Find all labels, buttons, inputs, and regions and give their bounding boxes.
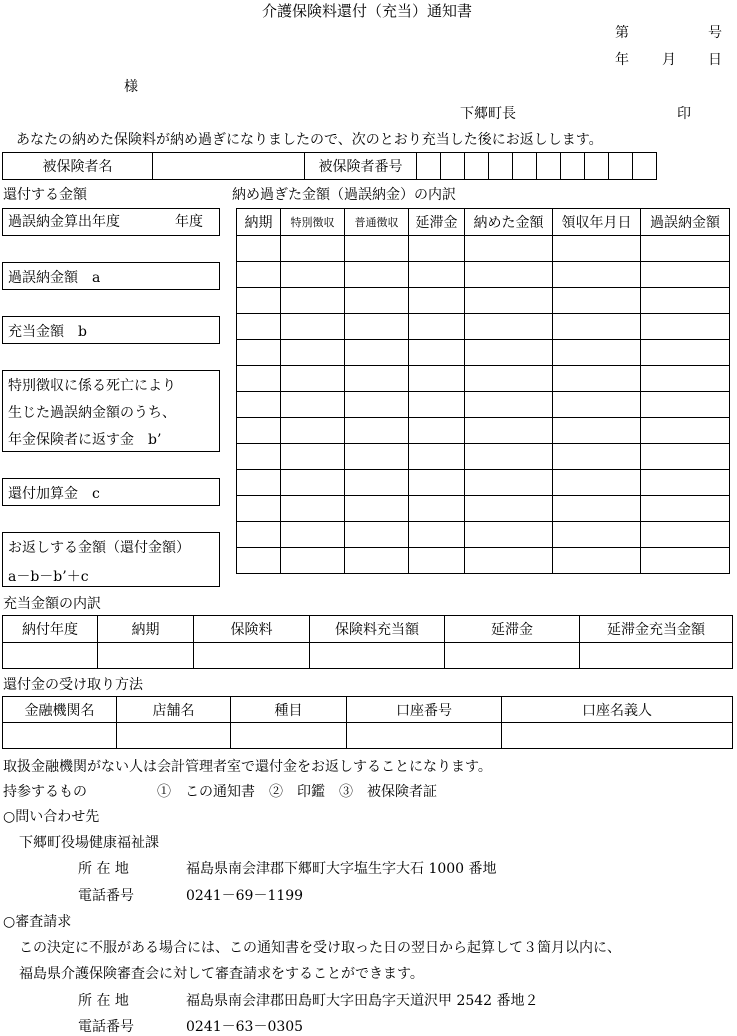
table-cell[interactable]	[641, 262, 730, 288]
refund-year-label: 過誤納金算出年度	[8, 214, 120, 230]
table-cell[interactable]	[237, 262, 281, 288]
table-cell[interactable]	[237, 288, 281, 314]
table-cell[interactable]	[553, 444, 641, 470]
table-row	[237, 392, 730, 418]
intro-text: あなたの納めた保険料が納め過ぎになりましたので、次のとおり充当した後にお返しします。	[16, 132, 603, 148]
inquiry-addr: 福島県南会津郡下郷町大字塩生字大石 1000 番地	[186, 861, 497, 877]
table-cell[interactable]	[465, 366, 553, 392]
table-cell[interactable]	[553, 418, 641, 444]
review-text-1: この決定に不服がある場合には、この通知書を受け取った日の翌日から起算して３箇月以内に、	[19, 940, 621, 956]
table-cell[interactable]	[345, 314, 409, 340]
table-cell[interactable]	[237, 340, 281, 366]
table-cell[interactable]	[465, 236, 553, 262]
table-row	[237, 366, 730, 392]
insured-table	[2, 152, 657, 180]
table-cell[interactable]	[231, 723, 347, 749]
table-cell[interactable]	[553, 496, 641, 522]
overpaid-amount-box[interactable]	[2, 262, 220, 290]
table-cell[interactable]	[237, 236, 281, 262]
table-cell[interactable]	[465, 288, 553, 314]
receipt-header-account-number: 口座番号	[347, 697, 502, 723]
table-cell[interactable]	[347, 723, 502, 749]
table-row	[237, 236, 730, 262]
table-cell[interactable]	[409, 262, 465, 288]
applied-amount-label: 充当金額 b	[8, 324, 87, 340]
table-cell[interactable]	[345, 288, 409, 314]
appropriation-header-premium-applied: 保険料充当額	[310, 616, 445, 643]
table-cell[interactable]	[409, 418, 465, 444]
table-cell[interactable]	[553, 392, 641, 418]
table-cell[interactable]	[553, 236, 641, 262]
table-cell[interactable]	[237, 444, 281, 470]
return-amount-box[interactable]	[2, 532, 220, 587]
seal-label: 印	[677, 106, 691, 122]
table-cell[interactable]	[409, 444, 465, 470]
table-cell[interactable]	[281, 496, 345, 522]
table-cell[interactable]	[345, 470, 409, 496]
table-cell[interactable]	[281, 236, 345, 262]
table-cell[interactable]	[553, 366, 641, 392]
appropriation-header-year: 納付年度	[3, 616, 98, 643]
table-cell[interactable]	[345, 418, 409, 444]
table-cell[interactable]	[641, 418, 730, 444]
appropriation-table	[2, 615, 733, 669]
table-cell[interactable]	[641, 522, 730, 548]
appropriation-header-period: 納期	[98, 616, 194, 643]
table-cell[interactable]	[409, 470, 465, 496]
table-cell[interactable]	[641, 548, 730, 574]
bring-label: 持参するもの	[3, 784, 87, 800]
table-cell[interactable]	[641, 470, 730, 496]
overpaid-amount-label: 過誤納金額 a	[8, 270, 101, 286]
table-row	[237, 340, 730, 366]
review-title: ○審査請求	[3, 914, 72, 930]
table-row	[237, 288, 730, 314]
table-cell[interactable]	[465, 522, 553, 548]
table-cell[interactable]	[3, 643, 98, 669]
table-cell[interactable]	[281, 288, 345, 314]
table-cell[interactable]	[281, 366, 345, 392]
death-refund-box[interactable]	[2, 370, 220, 452]
table-cell[interactable]	[345, 548, 409, 574]
table-cell[interactable]	[553, 470, 641, 496]
table-cell[interactable]	[310, 643, 445, 669]
return-amount-line2: a－b－b’＋c	[8, 569, 89, 585]
table-row	[3, 643, 733, 669]
insured-number-digit[interactable]	[513, 153, 537, 180]
table-row	[237, 418, 730, 444]
table-cell[interactable]	[237, 418, 281, 444]
review-text-2: 福島県介護保険審査会に対して審査請求をすることができます。	[19, 966, 424, 982]
inquiry-tel-label: 電話番号	[78, 888, 134, 904]
table-cell[interactable]	[465, 262, 553, 288]
receipt-table	[2, 696, 733, 749]
date-month: 月	[662, 52, 676, 68]
table-cell[interactable]	[409, 548, 465, 574]
table-cell[interactable]	[465, 314, 553, 340]
table-cell[interactable]	[641, 366, 730, 392]
table-cell[interactable]	[641, 444, 730, 470]
table-cell[interactable]	[345, 522, 409, 548]
table-cell[interactable]	[553, 314, 641, 340]
review-tel: 0241－63－0305	[186, 1019, 304, 1035]
table-cell[interactable]	[465, 470, 553, 496]
table-cell[interactable]	[281, 418, 345, 444]
breakdown-header-paid: 納めた金額	[465, 209, 553, 236]
inquiry-dept: 下郷町役場健康福祉課	[19, 835, 159, 851]
table-cell[interactable]	[194, 643, 310, 669]
inquiry-addr-label: 所 在 地	[78, 861, 129, 877]
table-cell[interactable]	[237, 366, 281, 392]
table-cell[interactable]	[445, 643, 580, 669]
applied-amount-box[interactable]	[2, 316, 220, 344]
table-cell[interactable]	[281, 470, 345, 496]
table-cell[interactable]	[553, 262, 641, 288]
breakdown-header-ordinary: 普通徴収	[345, 209, 409, 236]
table-cell[interactable]	[465, 340, 553, 366]
number-go: 号	[708, 25, 722, 41]
inquiry-title: ○問い合わせ先	[3, 809, 100, 825]
refund-section-title: 還付する金額	[3, 187, 87, 203]
death-refund-line1: 特別徴収に係る死亡により	[8, 378, 176, 394]
table-cell[interactable]	[281, 392, 345, 418]
table-cell[interactable]	[345, 496, 409, 522]
insured-number-digit[interactable]	[465, 153, 489, 180]
date-day: 日	[708, 52, 722, 68]
table-cell[interactable]	[281, 340, 345, 366]
table-cell[interactable]	[553, 288, 641, 314]
mayor-label: 下郷町長	[460, 106, 516, 122]
appropriation-header-late-fee: 延滞金	[445, 616, 580, 643]
table-cell[interactable]	[237, 496, 281, 522]
return-amount-line1: お返しする金額（還付金額）	[8, 540, 190, 556]
table-cell[interactable]	[237, 314, 281, 340]
insured-number-digit[interactable]	[489, 153, 513, 180]
review-addr: 福島県南会津郡田島町大字田島字天道沢甲 2542 番地２	[186, 993, 539, 1009]
insured-number-digit[interactable]	[561, 153, 585, 180]
page-title: 介護保険料還付（充当）通知書	[262, 2, 473, 20]
table-cell[interactable]	[553, 522, 641, 548]
table-row	[237, 522, 730, 548]
table-cell[interactable]	[465, 418, 553, 444]
breakdown-section-title: 納め過ぎた金額（過誤納金）の内訳	[232, 187, 456, 203]
no-bank-note: 取扱金融機関がない人は会計管理者室で還付金をお返しすることになります。	[3, 759, 492, 775]
table-cell[interactable]	[641, 392, 730, 418]
insured-number-digit[interactable]	[585, 153, 609, 180]
breakdown-header-receipt-date: 領収年月日	[553, 209, 641, 236]
table-cell[interactable]	[98, 643, 194, 669]
insured-number-digit[interactable]	[633, 153, 657, 180]
table-cell[interactable]	[641, 314, 730, 340]
table-cell[interactable]	[409, 392, 465, 418]
recipient-sama: 様	[124, 79, 138, 95]
table-cell[interactable]	[553, 548, 641, 574]
table-row	[237, 496, 730, 522]
table-cell[interactable]	[237, 470, 281, 496]
table-cell[interactable]	[465, 496, 553, 522]
breakdown-header-period: 納期	[237, 209, 281, 236]
receipt-header-type: 種目	[231, 697, 347, 723]
table-cell[interactable]	[553, 340, 641, 366]
table-row	[237, 444, 730, 470]
table-cell[interactable]	[345, 340, 409, 366]
table-cell[interactable]	[281, 314, 345, 340]
table-cell[interactable]	[641, 340, 730, 366]
table-cell[interactable]	[465, 392, 553, 418]
table-cell[interactable]	[580, 643, 733, 669]
bring-items: ① この通知書 ② 印鑑 ③ 被保険者証	[157, 784, 437, 800]
table-cell[interactable]	[281, 522, 345, 548]
refund-year-box[interactable]	[2, 208, 220, 236]
review-addr-label: 所 在 地	[78, 993, 129, 1009]
table-cell[interactable]	[409, 236, 465, 262]
table-cell[interactable]	[465, 444, 553, 470]
table-cell[interactable]	[237, 522, 281, 548]
table-cell[interactable]	[345, 262, 409, 288]
table-cell[interactable]	[117, 723, 231, 749]
table-cell[interactable]	[409, 496, 465, 522]
table-row	[237, 470, 730, 496]
breakdown-header-late-fee: 延滞金	[409, 209, 465, 236]
table-row	[237, 548, 730, 574]
insured-number-digit[interactable]	[417, 153, 441, 180]
table-cell[interactable]	[641, 288, 730, 314]
table-cell[interactable]	[237, 548, 281, 574]
breakdown-header-overpaid: 過誤納金額	[641, 209, 730, 236]
receipt-header-bank: 金融機関名	[3, 697, 117, 723]
review-tel-label: 電話番号	[78, 1019, 134, 1035]
additional-amount-box[interactable]	[2, 478, 220, 506]
insured-name-label: 被保険者名	[3, 153, 153, 180]
table-cell[interactable]	[465, 548, 553, 574]
insured-number-digit[interactable]	[609, 153, 633, 180]
table-cell[interactable]	[345, 366, 409, 392]
death-refund-line3: 年金保険者に返す金 b’	[8, 432, 162, 448]
insured-name-field[interactable]	[153, 153, 305, 180]
receipt-section-title: 還付金の受け取り方法	[3, 677, 143, 693]
number-dai: 第	[615, 25, 629, 41]
date-year: 年	[615, 52, 629, 68]
appropriation-header-late-fee-applied: 延滞金充当金額	[580, 616, 733, 643]
table-row	[237, 314, 730, 340]
table-cell[interactable]	[3, 723, 117, 749]
inquiry-tel: 0241－69－1199	[186, 888, 304, 904]
table-row	[237, 262, 730, 288]
table-cell[interactable]	[409, 366, 465, 392]
insured-number-label: 被保険者番号	[305, 153, 417, 180]
table-row	[3, 723, 733, 749]
receipt-header-branch: 店舗名	[117, 697, 231, 723]
table-cell[interactable]	[281, 444, 345, 470]
table-cell[interactable]	[409, 340, 465, 366]
table-cell[interactable]	[345, 236, 409, 262]
table-cell[interactable]	[237, 392, 281, 418]
table-cell[interactable]	[409, 314, 465, 340]
appropriation-header-premium: 保険料	[194, 616, 310, 643]
appropriation-section-title: 充当金額の内訳	[3, 596, 101, 612]
table-cell[interactable]	[641, 496, 730, 522]
table-cell[interactable]	[409, 522, 465, 548]
table-cell[interactable]	[641, 236, 730, 262]
receipt-header-account-holder: 口座名義人	[502, 697, 733, 723]
insured-number-digit[interactable]	[537, 153, 561, 180]
additional-amount-label: 還付加算金 c	[8, 486, 100, 502]
breakdown-table	[236, 208, 730, 574]
refund-year-suffix: 年度	[175, 214, 203, 230]
table-cell[interactable]	[409, 288, 465, 314]
table-cell[interactable]	[502, 723, 733, 749]
table-cell[interactable]	[281, 262, 345, 288]
table-cell[interactable]	[281, 548, 345, 574]
breakdown-header-special: 特別徴収	[281, 209, 345, 236]
insured-number-digit[interactable]	[441, 153, 465, 180]
table-cell[interactable]	[345, 392, 409, 418]
death-refund-line2: 生じた過誤納金額のうち、	[8, 405, 176, 421]
table-cell[interactable]	[345, 444, 409, 470]
